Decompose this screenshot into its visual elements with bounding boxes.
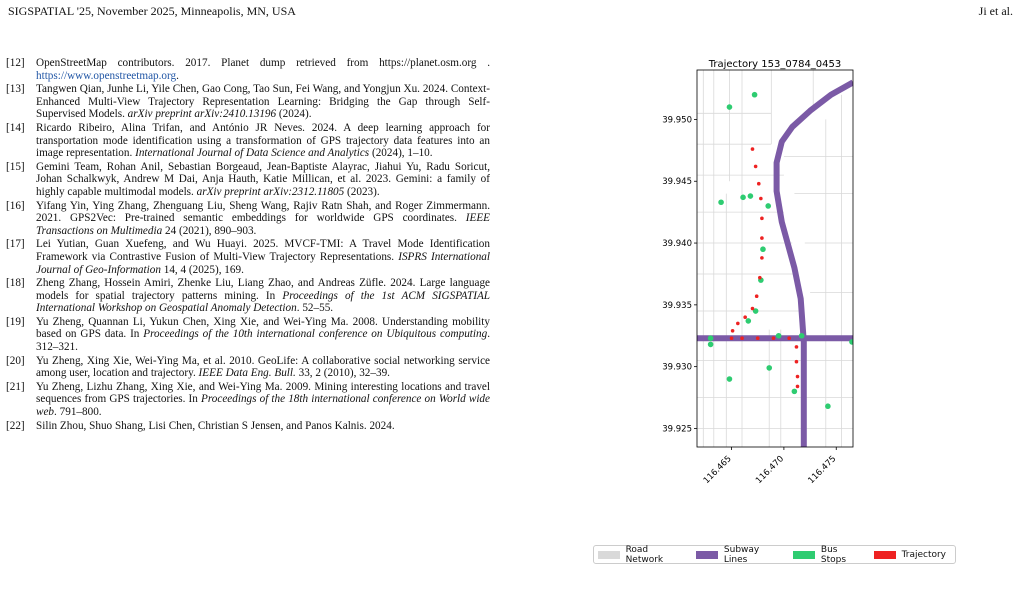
reference-item (6, 200, 490, 238)
reference-number: [14] (6, 121, 25, 134)
y-tick-label: 39.945 (662, 177, 692, 188)
trajectory-point (759, 197, 763, 201)
reference-main-text: Yu Zheng, Xing Xie, Wei-Ying Ma, et al. 2010. GeoLife: A collaborative social networking service among user, location and trajectory. (36, 354, 490, 380)
trajectory-point (755, 294, 759, 298)
reference-main-text: OpenStreetMap contributors. 2017. Planet dump retrieved from https://planet.osm.org . (36, 57, 490, 69)
reference-venue: IEEE Data Eng. Bull. (198, 367, 296, 380)
reference-tail: . 312–321. (36, 328, 490, 354)
trajectory-point (760, 217, 764, 221)
legend-item (793, 545, 864, 565)
reference-tail: (2024). (276, 108, 312, 121)
y-tick-label: 39.925 (662, 424, 692, 435)
reference-text (36, 355, 490, 380)
bus-stop-point (718, 199, 724, 205)
bus-stop-point (748, 193, 754, 199)
reference-main-text: Tangwen Qian, Junhe Li, Yile Chen, Gao Cong, Tao Sun, Fei Wang, and Yongjun Xu. 2024. Context-Enhanced Multi-View Trajectory Representation Learning: Bridging the Gap through Self-Supervised Models. (36, 83, 490, 121)
reference-item (6, 355, 490, 380)
reference-text (36, 122, 490, 160)
bus-stop-point (799, 333, 805, 339)
bus-stop-point (849, 339, 855, 345)
reference-tail: 33, 2 (2010), 32–39. (295, 367, 390, 380)
x-tick-label: 116.470 (754, 454, 787, 486)
reference-text (36, 277, 490, 315)
reference-number: [21] (6, 380, 25, 393)
plot-layer (697, 70, 855, 447)
reference-tail: 24 (2021), 890–903. (162, 224, 257, 237)
reference-item (6, 57, 490, 82)
legend-swatch (598, 551, 620, 559)
reference-item (6, 122, 490, 160)
reference-number: [16] (6, 199, 25, 212)
bus-stop-point (727, 104, 733, 110)
x-tick-label: 116.465 (701, 454, 734, 486)
reference-text (36, 238, 490, 276)
trajectory-point (754, 165, 758, 169)
legend-swatch (696, 551, 718, 559)
trajectory-point (772, 336, 776, 340)
legend-swatch (793, 551, 815, 559)
legend-item (874, 550, 946, 560)
legend-label: Road Network (625, 544, 664, 565)
reference-text (36, 161, 490, 199)
trajectory-point (795, 360, 799, 364)
figure-legend (593, 545, 956, 564)
trajectory-figure (640, 55, 890, 490)
reference-number: [22] (6, 419, 25, 432)
legend-item (696, 545, 784, 565)
reference-list (6, 57, 490, 433)
trajectory-point (758, 276, 762, 280)
trajectory-point (760, 236, 764, 240)
reference-number: [15] (6, 160, 25, 173)
reference-item (6, 238, 490, 276)
reference-venue: ISPRS International Journal of Geo-Information (36, 250, 491, 276)
reference-item (6, 83, 490, 121)
reference-venue: Proceedings of the 18th international conference on World wide web (36, 393, 490, 419)
reference-item (6, 161, 490, 199)
reference-number: [13] (6, 83, 25, 96)
reference-item (6, 420, 490, 433)
reference-item (6, 381, 490, 419)
bus-stop-point (708, 335, 714, 341)
reference-tail: . 52–55. (296, 302, 334, 315)
trajectory-point (743, 315, 747, 319)
reference-text (36, 57, 490, 82)
trajectory-point (730, 336, 734, 340)
bus-stop-point (776, 333, 782, 339)
legend-label: Subway Lines (723, 544, 760, 565)
reference-number: [12] (6, 57, 25, 69)
legend-swatch (874, 551, 896, 559)
reference-tail: . 791–800. (54, 406, 102, 419)
reference-main-text: Silin Zhou, Shuo Shang, Lisi Chen, Christian S Jensen, and Panos Kalnis. 2024. (36, 419, 395, 432)
reference-main-text: Gemini Team, Rohan Anil, Sebastian Borgeaud, Jean-Baptiste Alayrac, Jiahui Yu, Radu Soricut, Johan Schalkwyk, Andrew M Dai, Anja Hauth, Katie Millican, et al. 2023. Gemini: a family of highly capable multimodal models. (36, 160, 490, 198)
bus-stop-point (740, 195, 746, 201)
reference-main-text: Yu Zheng, Lizhu Zhang, Xing Xie, and Wei-Ying Ma. 2009. Mining interesting locations and travel sequences from GPS trajectories. In (36, 380, 490, 406)
reference-venue: Proceedings of the 1st ACM SIGSPATIAL International Workshop on Geospatial Anomaly Detection (36, 289, 491, 315)
trajectory-point (757, 182, 761, 186)
trajectory-point (756, 336, 760, 340)
reference-venue: IEEE Transactions on Multimedia (36, 212, 490, 237)
bus-stop-point (708, 342, 714, 348)
reference-number: [18] (6, 277, 25, 290)
running-header-right: Ji et al. (978, 4, 1013, 18)
legend-label: Trajectory (901, 549, 946, 560)
legend-label: Bus Stops (820, 544, 847, 565)
reference-number: [19] (6, 315, 25, 328)
y-tick-label: 39.930 (662, 362, 692, 373)
bus-stop-point (765, 203, 771, 209)
reference-venue: arXiv preprint arXiv:2410.13196 (127, 108, 277, 121)
reference-main-text: Ricardo Ribeiro, Alina Trifan, and António JR Neves. 2024. A deep learning approach for transportation mode identification using a transformation of GPS trajectory data features into an image representation. (36, 121, 490, 160)
trajectory-point (740, 336, 744, 340)
legend-item (598, 545, 687, 565)
trajectory-point (796, 375, 800, 379)
plot-frame (697, 70, 853, 447)
reference-tail: 14, 4 (2025), 169. (160, 263, 244, 276)
trajectory-point (731, 329, 735, 333)
bus-stop-point (766, 365, 772, 371)
reference-main-text: Lei Yutian, Guan Xuefeng, and Wu Huayi. 2025. MVCF-TMI: A Travel Mode Identification Framework via Contrastive Fusion of Multi-View Trajectory Representations. (36, 238, 490, 263)
bus-stop-point (825, 403, 831, 409)
trajectory-point (736, 322, 740, 326)
reference-number: [17] (6, 238, 25, 251)
reference-venue: Proceedings of the 10th international conference on Ubiquitous computing (143, 328, 488, 341)
reference-text (36, 381, 490, 419)
reference-text (36, 83, 490, 121)
bus-stop-point (727, 376, 733, 382)
reference-number: [20] (6, 354, 25, 367)
reference-venue: International Journal of Data Science and Analytics (135, 147, 370, 160)
x-tick-label: 116.475 (806, 454, 839, 486)
trajectory-point (760, 256, 764, 260)
reference-tail: (2023). (344, 185, 380, 198)
trajectory-point (795, 345, 799, 349)
reference-main-text: Yifang Yin, Ying Zhang, Zhenguang Liu, Sheng Wang, Rajiv Ratn Shah, and Roger Zimmermann. 2021. GPS2Vec: Pre-trained semantic embeddings for worldwide GPS coordinates. (36, 199, 490, 225)
reference-main-text: Zheng Zhang, Hossein Amiri, Zhenke Liu, Liang Zhao, and Andreas Züfle. 2024. Large language models for spatial trajectory patterns mining. In (36, 277, 490, 302)
bus-stop-point (760, 246, 766, 252)
bus-stop-point (746, 318, 752, 324)
y-tick-label: 39.940 (662, 239, 692, 250)
reference-venue: arXiv preprint arXiv:2312.11805 (196, 185, 345, 198)
reference-item (6, 316, 490, 354)
y-tick-label: 39.950 (662, 115, 692, 126)
reference-text (36, 316, 490, 354)
reference-main-text: Yu Zheng, Quannan Li, Yukun Chen, Xing Xie, and Wei-Ying Ma. 2008. Understanding mobility based on GPS data. In (36, 315, 490, 341)
reference-tail: (2024), 1–10. (369, 147, 433, 160)
trajectory-point (751, 147, 755, 151)
chart-title: Trajectory 153_0784_0453 (708, 59, 842, 70)
y-tick-label: 39.935 (662, 300, 692, 311)
reference-link[interactable]: https://www.openstreetmap.org (36, 69, 177, 82)
running-header-left: SIGSPATIAL '25, November 2025, Minneapolis, MN, USA (8, 4, 296, 18)
reference-text (36, 420, 490, 433)
trajectory-point (751, 307, 755, 311)
bus-stop-point (792, 389, 798, 395)
reference-tail: . (176, 69, 179, 82)
reference-item (6, 277, 490, 315)
bus-stop-point (752, 92, 758, 98)
trajectory-point (787, 336, 791, 340)
trajectory-point (796, 385, 800, 389)
reference-text (36, 200, 490, 238)
